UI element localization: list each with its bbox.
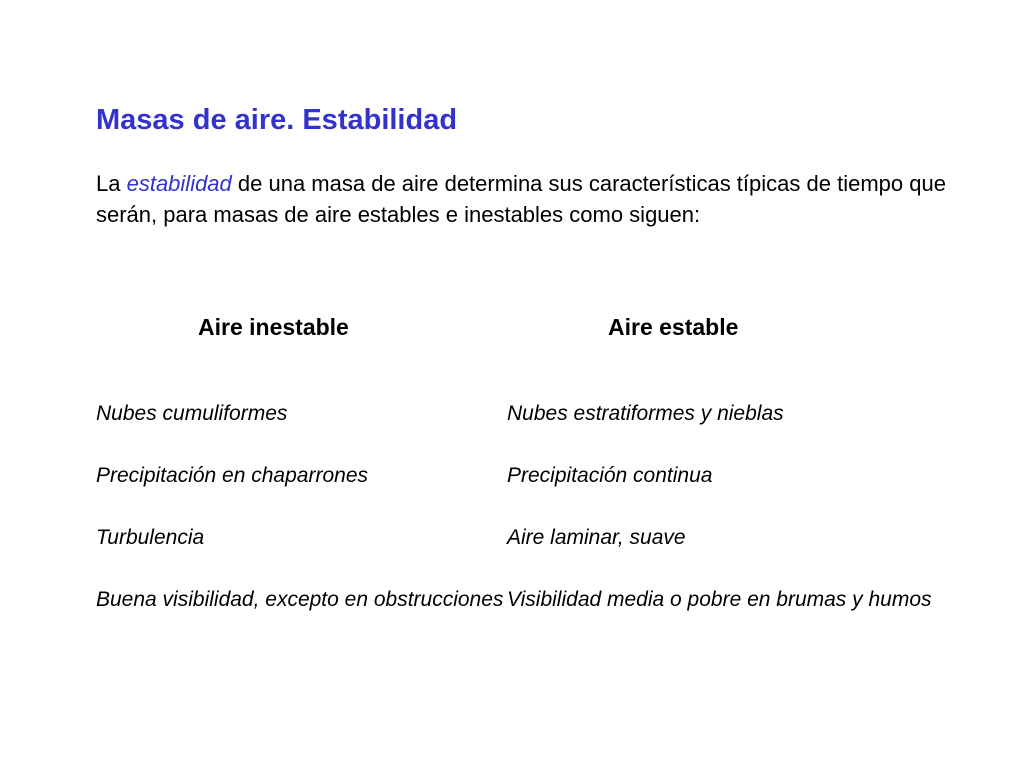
intro-emphasis: estabilidad [126,171,232,196]
intro-text-after: de una masa de aire determina sus características típicas de tiempo que serán, para masas de aire estables e inestables como siguen: [96,171,946,227]
intro-text-before: La [96,171,127,196]
list-item: Visibilidad media o pobre en brumas y humos [507,588,932,611]
column-stable [507,398,977,646]
list-item: Aire laminar, suave [507,526,686,549]
list-item: Precipitación en chaparrones [96,464,368,487]
list-item: Buena visibilidad, excepto en obstrucciones [96,588,504,611]
column-unstable [96,398,516,646]
intro-paragraph [96,168,976,230]
slide-title: Masas de aire. Estabilidad [96,104,458,136]
list-item: Turbulencia [96,526,205,549]
list-item: Nubes cumuliformes [96,402,288,425]
list-item: Nubes estratiformes y nieblas [507,402,784,425]
column-header-unstable: Aire inestable [198,314,349,340]
column-header-stable: Aire estable [608,314,739,340]
list-item: Precipitación continua [507,464,713,487]
